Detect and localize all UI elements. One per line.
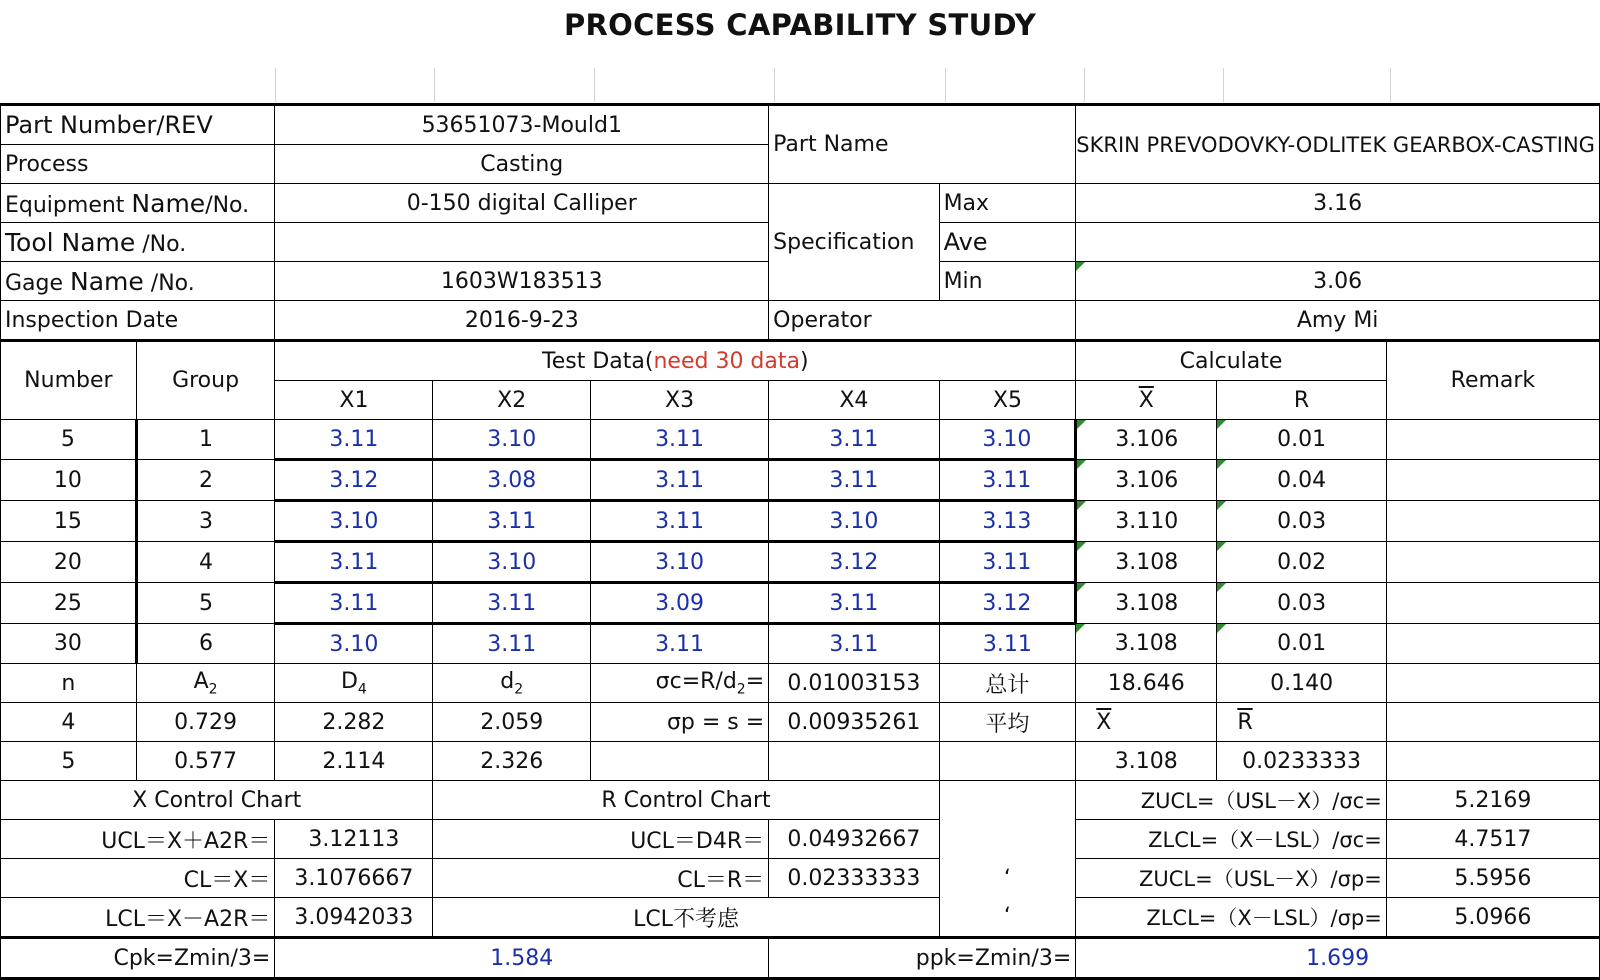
sigma-c-pre: σc=R/d [655, 668, 737, 694]
measurement-x4[interactable]: 3.12 [769, 542, 939, 583]
sigma-c-post: = [745, 668, 765, 694]
col-header-x2: X2 [433, 381, 590, 420]
ppk-label: ppk=Zmin/3= [769, 938, 1076, 979]
process-value[interactable]: Casting [275, 145, 769, 184]
xbarbar-symbol: $\overline{X}$ [1096, 709, 1112, 735]
remark-cell[interactable] [1386, 624, 1599, 664]
measurement-x5[interactable]: 3.11 [939, 542, 1076, 583]
max-label: Max [939, 184, 1076, 223]
const-d2-n5: 2.326 [433, 742, 590, 781]
row-group: 4 [136, 542, 275, 583]
z-ucl-p-value[interactable]: 5.5956 [1386, 859, 1599, 898]
gridline [275, 68, 276, 102]
tick-cell [939, 781, 1076, 820]
z-ucl-c-label: ZUCL=（USL－X）/σc= [1076, 781, 1387, 820]
test-data-header [275, 341, 1076, 381]
table-row [1, 420, 1600, 460]
measurement-x3[interactable]: 3.11 [590, 624, 768, 664]
gage-label [1, 262, 275, 301]
measurement-x2[interactable]: 3.11 [433, 583, 590, 624]
row-xbar[interactable]: 3.108 [1076, 583, 1217, 624]
measurement-x3[interactable]: 3.10 [590, 542, 768, 583]
measurement-x4[interactable]: 3.10 [769, 501, 939, 542]
tool-value[interactable] [275, 223, 769, 262]
tool-label-pre: Tool [5, 227, 62, 257]
gage-label-pre: Gage [5, 270, 71, 296]
measurement-x1[interactable]: 3.12 [275, 460, 433, 501]
const-d4-n5: 2.114 [275, 742, 433, 781]
equipment-value[interactable]: 0-150 digital Calliper [275, 184, 769, 223]
rbar-value[interactable]: 0.0233333 [1217, 742, 1386, 781]
row-r[interactable]: 0.01 [1217, 624, 1386, 664]
min-value[interactable]: 3.06 [1076, 262, 1600, 301]
table-row [1, 583, 1600, 624]
max-value[interactable]: 3.16 [1076, 184, 1600, 223]
d4-sub: 4 [357, 681, 367, 698]
measurement-x5[interactable]: 3.10 [939, 420, 1076, 460]
avg-label: 平均 [939, 703, 1076, 742]
page-title: PROCESS CAPABILITY STUDY [563, 8, 1037, 42]
specification-label: Specification [769, 184, 939, 301]
xbar-chart-title: X Control Chart [1, 781, 433, 820]
test-data-close: ) [799, 348, 809, 374]
sigma-c-value[interactable]: 0.01003153 [769, 664, 939, 703]
row-group: 3 [136, 501, 275, 542]
row-r[interactable]: 0.02 [1217, 542, 1386, 583]
total-xbar[interactable]: 18.646 [1076, 664, 1217, 703]
remark-cell[interactable] [1386, 542, 1599, 583]
cl-x-value[interactable]: 3.1076667 [275, 859, 433, 898]
total-r[interactable]: 0.140 [1217, 664, 1386, 703]
row-number: 5 [1, 420, 137, 460]
const-d2-n4: 2.059 [433, 703, 590, 742]
a2-sub: 2 [208, 681, 218, 698]
table-row [1, 624, 1600, 664]
sigma-p-label: σp = s = [590, 703, 768, 742]
row-number: 15 [1, 501, 137, 542]
inspection-date-label: Inspection Date [1, 301, 275, 341]
remark-cell[interactable] [1386, 742, 1599, 781]
cl-x-label: CL＝X＝ [1, 859, 275, 898]
operator-value[interactable]: Amy Mi [1076, 301, 1600, 341]
measurement-x5[interactable]: 3.11 [939, 460, 1076, 501]
z-lcl-c-label: ZLCL=（X－LSL）/σc= [1076, 820, 1387, 859]
row-xbar[interactable]: 3.108 [1076, 542, 1217, 583]
empty-cell[interactable] [769, 742, 939, 781]
d4-symbol: D [340, 668, 358, 694]
equipment-label-pre: Equipment [5, 192, 132, 218]
tool-label-post: /No. [135, 231, 187, 257]
inspection-date-value[interactable]: 2016-9-23 [275, 301, 769, 341]
process-label: Process [1, 145, 275, 184]
const-n-label: n [1, 664, 137, 703]
measurement-x4[interactable]: 3.11 [769, 583, 939, 624]
row-xbar[interactable]: 3.110 [1076, 501, 1217, 542]
row-group: 5 [136, 583, 275, 624]
col-header-x5: X5 [939, 381, 1076, 420]
const-a2-n4: 0.729 [136, 703, 275, 742]
const-d4-n4: 2.282 [275, 703, 433, 742]
row-group: 6 [136, 624, 275, 664]
ucl-x-label: UCL＝X＋A2R＝ [1, 820, 275, 859]
measurement-x1[interactable]: 3.10 [275, 624, 433, 664]
measurement-x2[interactable]: 3.11 [433, 501, 590, 542]
measurement-x1[interactable]: 3.11 [275, 420, 433, 460]
equipment-label-post: /No. [205, 192, 250, 218]
z-lcl-p-value[interactable]: 5.0966 [1386, 898, 1599, 938]
col-header-x1: X1 [275, 381, 433, 420]
measurement-x2[interactable]: 3.10 [433, 542, 590, 583]
measurement-x1[interactable]: 3.11 [275, 542, 433, 583]
const-a2-n5: 0.577 [136, 742, 275, 781]
measurement-x2[interactable]: 3.10 [433, 420, 590, 460]
measurement-x1[interactable]: 3.10 [275, 501, 433, 542]
d2-sub: 2 [514, 681, 524, 698]
calculate-header: Calculate [1076, 341, 1387, 381]
row-xbar[interactable]: 3.106 [1076, 460, 1217, 501]
r-chart-title: R Control Chart [433, 781, 939, 820]
z-lcl-p-label: ZLCL=（X－LSL）/σp= [1076, 898, 1387, 938]
sigma-c-sub: 2 [736, 681, 746, 698]
row-group: 2 [136, 460, 275, 501]
d2-symbol: d [500, 668, 515, 694]
cl-r-label: CL＝R＝ [433, 859, 769, 898]
remark-cell[interactable] [1386, 501, 1599, 542]
gage-value[interactable]: 1603W183513 [275, 262, 769, 301]
measurement-x2[interactable]: 3.11 [433, 624, 590, 664]
z-ucl-p-label: ZUCL=（USL－X）/σp= [1076, 859, 1387, 898]
part-number-value[interactable]: 53651073-Mould1 [275, 105, 769, 145]
gridline [1084, 68, 1085, 102]
remark-cell[interactable] [1386, 460, 1599, 501]
lcl-x-label: LCL＝X－A2R＝ [1, 898, 275, 938]
row-number: 30 [1, 624, 137, 664]
equipment-label [1, 184, 275, 223]
measurement-x2[interactable]: 3.08 [433, 460, 590, 501]
measurement-x5[interactable]: 3.12 [939, 583, 1076, 624]
table-row [1, 542, 1600, 583]
row-xbar[interactable]: 3.106 [1076, 420, 1217, 460]
measurement-x1[interactable]: 3.11 [275, 583, 433, 624]
table-row [1, 501, 1600, 542]
const-d2-label [433, 664, 590, 703]
lcl-r-label: LCL不考虑 [433, 898, 939, 938]
measurement-x3[interactable]: 3.09 [590, 583, 768, 624]
col-header-r: R [1217, 381, 1386, 420]
test-data-note: need 30 data [653, 348, 800, 374]
cl-r-value[interactable]: 0.02333333 [769, 859, 939, 898]
lcl-x-value[interactable]: 3.0942033 [275, 898, 433, 938]
const-n5: 5 [1, 742, 137, 781]
rbar-symbol: $\overline{R}$ [1237, 709, 1253, 735]
row-group: 1 [136, 420, 275, 460]
row-r[interactable]: 0.03 [1217, 583, 1386, 624]
equipment-label-name: Name [131, 188, 206, 218]
row-r[interactable]: 0.03 [1217, 501, 1386, 542]
measurement-x3[interactable]: 3.11 [590, 460, 768, 501]
col-header-x4: X4 [769, 381, 939, 420]
row-number: 20 [1, 542, 137, 583]
ucl-r-label: UCL＝D4R＝ [433, 820, 769, 859]
row-number: 10 [1, 460, 137, 501]
const-a2-label [136, 664, 275, 703]
tool-label-name: Name [61, 227, 136, 257]
empty-cell[interactable] [590, 742, 768, 781]
z-lcl-c-value[interactable]: 4.7517 [1386, 820, 1599, 859]
part-name-label: Part Name [769, 105, 1076, 184]
measurement-x5[interactable]: 3.11 [939, 624, 1076, 664]
min-label: Min [939, 262, 1076, 301]
remark-cell[interactable] [1386, 583, 1599, 624]
sigma-c-label [590, 664, 768, 703]
capability-table [0, 103, 1600, 980]
xbarbar-value[interactable]: 3.108 [1076, 742, 1217, 781]
measurement-x3[interactable]: 3.11 [590, 501, 768, 542]
measurement-x3[interactable]: 3.11 [590, 420, 768, 460]
group-header: Group [136, 341, 275, 420]
cpk-value[interactable]: 1.584 [275, 938, 769, 979]
remark-cell[interactable] [1386, 664, 1599, 703]
tick-mark: ‘ [939, 898, 1076, 938]
number-header: Number [1, 341, 137, 420]
z-ucl-c-value[interactable]: 5.2169 [1386, 781, 1599, 820]
xbar-symbol: $\overline{X}$ [1138, 387, 1154, 413]
remark-cell[interactable] [1386, 420, 1599, 460]
ucl-r-value[interactable]: 0.04932667 [769, 820, 939, 859]
table-row [1, 460, 1600, 501]
measurement-x4[interactable]: 3.11 [769, 420, 939, 460]
row-xbar[interactable]: 3.108 [1076, 624, 1217, 664]
gridline [1223, 68, 1224, 102]
remark-header: Remark [1386, 341, 1599, 420]
total-label: 总计 [939, 664, 1076, 703]
const-n4: 4 [1, 703, 137, 742]
ave-label: Ave [939, 223, 1076, 262]
measurement-x4[interactable]: 3.11 [769, 624, 939, 664]
part-name-value[interactable]: SKRIN PREVODOVKY-ODLITEK GEARBOX-CASTING [1076, 105, 1600, 184]
operator-label: Operator [769, 301, 1076, 341]
row-number: 25 [1, 583, 137, 624]
gridline [594, 68, 595, 102]
a2-symbol: A [193, 668, 209, 694]
gridline [774, 68, 775, 102]
gage-label-name: Name [70, 266, 144, 296]
part-number-label: Part Number/REV [1, 105, 275, 145]
avg-xbar-label [1076, 703, 1217, 742]
gridline [1390, 68, 1391, 102]
tool-label [1, 223, 275, 262]
ave-value[interactable] [1076, 223, 1600, 262]
tick-cell [939, 820, 1076, 859]
sigma-p-value[interactable]: 0.00935261 [769, 703, 939, 742]
gridline [945, 68, 946, 102]
ucl-x-value[interactable]: 3.12113 [275, 820, 433, 859]
measurement-x4[interactable]: 3.11 [769, 460, 939, 501]
row-r[interactable]: 0.01 [1217, 420, 1386, 460]
col-header-x3: X3 [590, 381, 768, 420]
test-data-label: Test Data( [542, 348, 654, 374]
cpk-label: Cpk=Zmin/3= [1, 938, 275, 979]
empty-cell[interactable] [939, 742, 1076, 781]
remark-cell[interactable] [1386, 703, 1599, 742]
gridline [434, 68, 435, 102]
avg-r-label [1217, 703, 1386, 742]
const-d4-label [275, 664, 433, 703]
tick-mark: ‘ [939, 859, 1076, 898]
measurement-x5[interactable]: 3.13 [939, 501, 1076, 542]
col-header-xbar [1076, 381, 1217, 420]
ppk-value[interactable]: 1.699 [1076, 938, 1600, 979]
gage-label-post: /No. [143, 270, 195, 296]
row-r[interactable]: 0.04 [1217, 460, 1386, 501]
